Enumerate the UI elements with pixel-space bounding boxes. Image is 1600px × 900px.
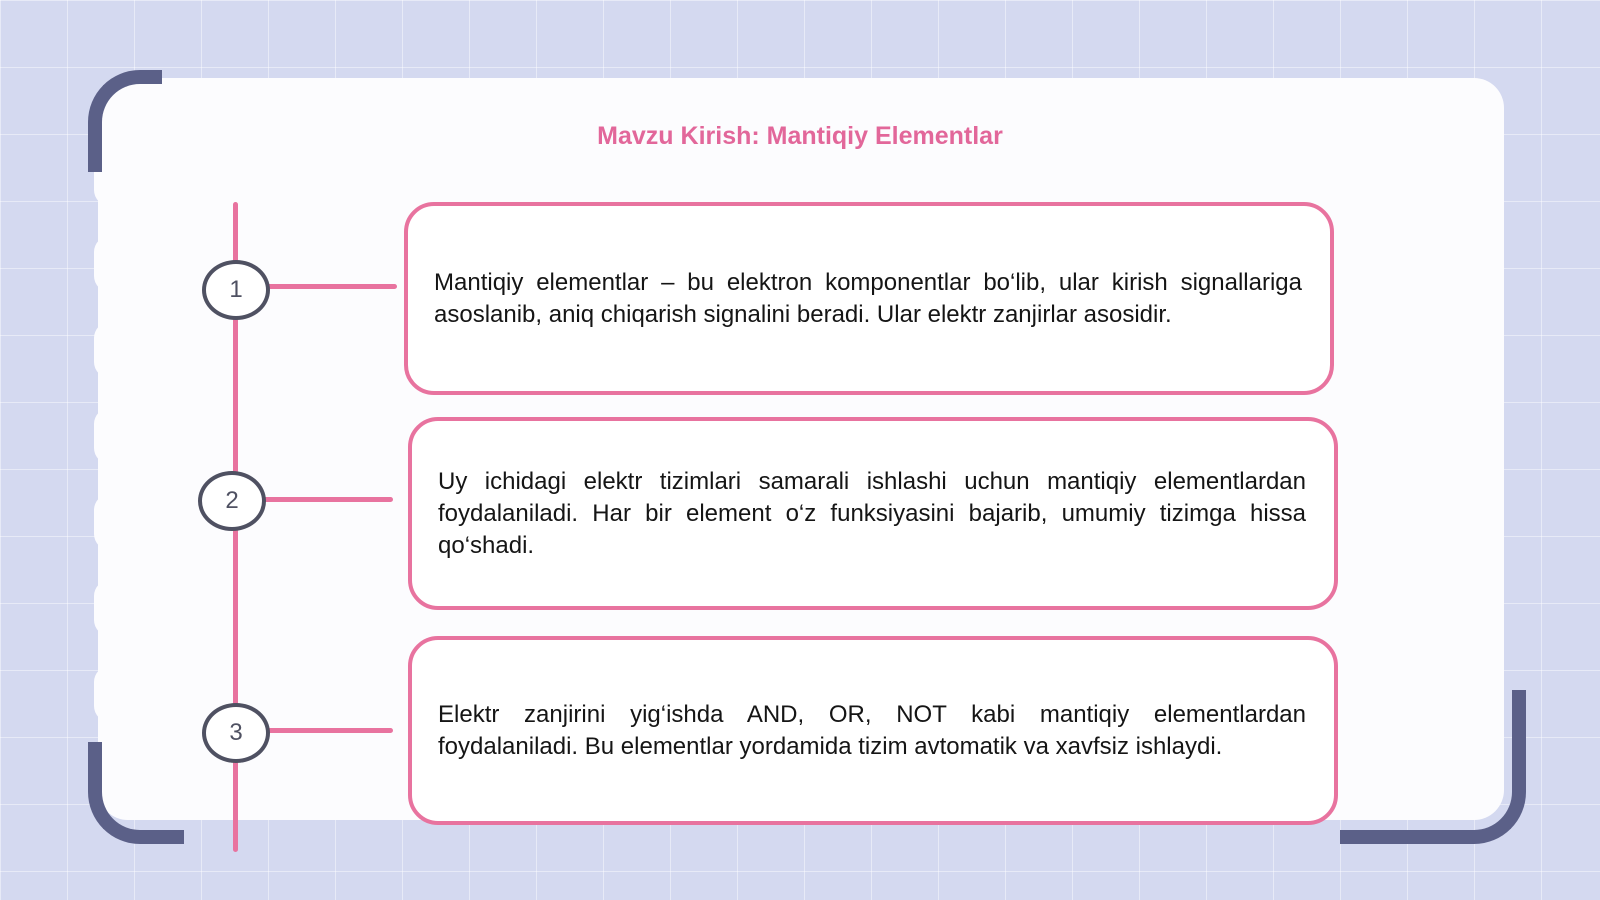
step-number-3: 3 [202,703,270,763]
info-box-1 [404,202,1334,395]
info-text-3: Elektr zanjirini yig‘ishda AND, OR, NOT kabi mantiqiy elementlardan foydalaniladi. Bu elementlar yordamida tizim avtomatik va xavfsiz ishlaydi. [438,700,1306,760]
paper-scallop [94,408,126,464]
paper-scallop [94,494,126,550]
step-number-1: 1 [202,260,270,320]
paper-scallop [94,666,126,722]
frame-corner-top-left [88,70,162,172]
timeline-connector-3 [265,728,393,733]
step-number-2: 2 [198,471,266,531]
paper-scallop [94,322,126,378]
paper-scallop [94,236,126,292]
info-box-2 [408,417,1338,610]
info-box-3 [408,636,1338,825]
frame-corner-bottom-right [1340,690,1526,844]
timeline-connector-1 [265,284,397,289]
timeline-connector-2 [261,497,393,502]
info-text-1: Mantiqiy elementlar – bu elektron komponentlar bo‘lib, ular kirish signallariga asoslanib, aniq chiqarish signalini beradi. Ular elektr zanjirlar asosidir. [434,268,1302,328]
slide-title: Mavzu Kirish: Mantiqiy Elementlar [597,122,1003,150]
info-text-2: Uy ichidagi elektr tizimlari samarali ishlashi uchun mantiqiy elementlardan foydalaniladi. Har bir element o‘z funksiyasini bajarib, umumiy tizimga hissa qo‘shadi. [438,467,1306,559]
frame-corner-bottom-left [88,742,184,844]
paper-scallop [94,580,126,636]
